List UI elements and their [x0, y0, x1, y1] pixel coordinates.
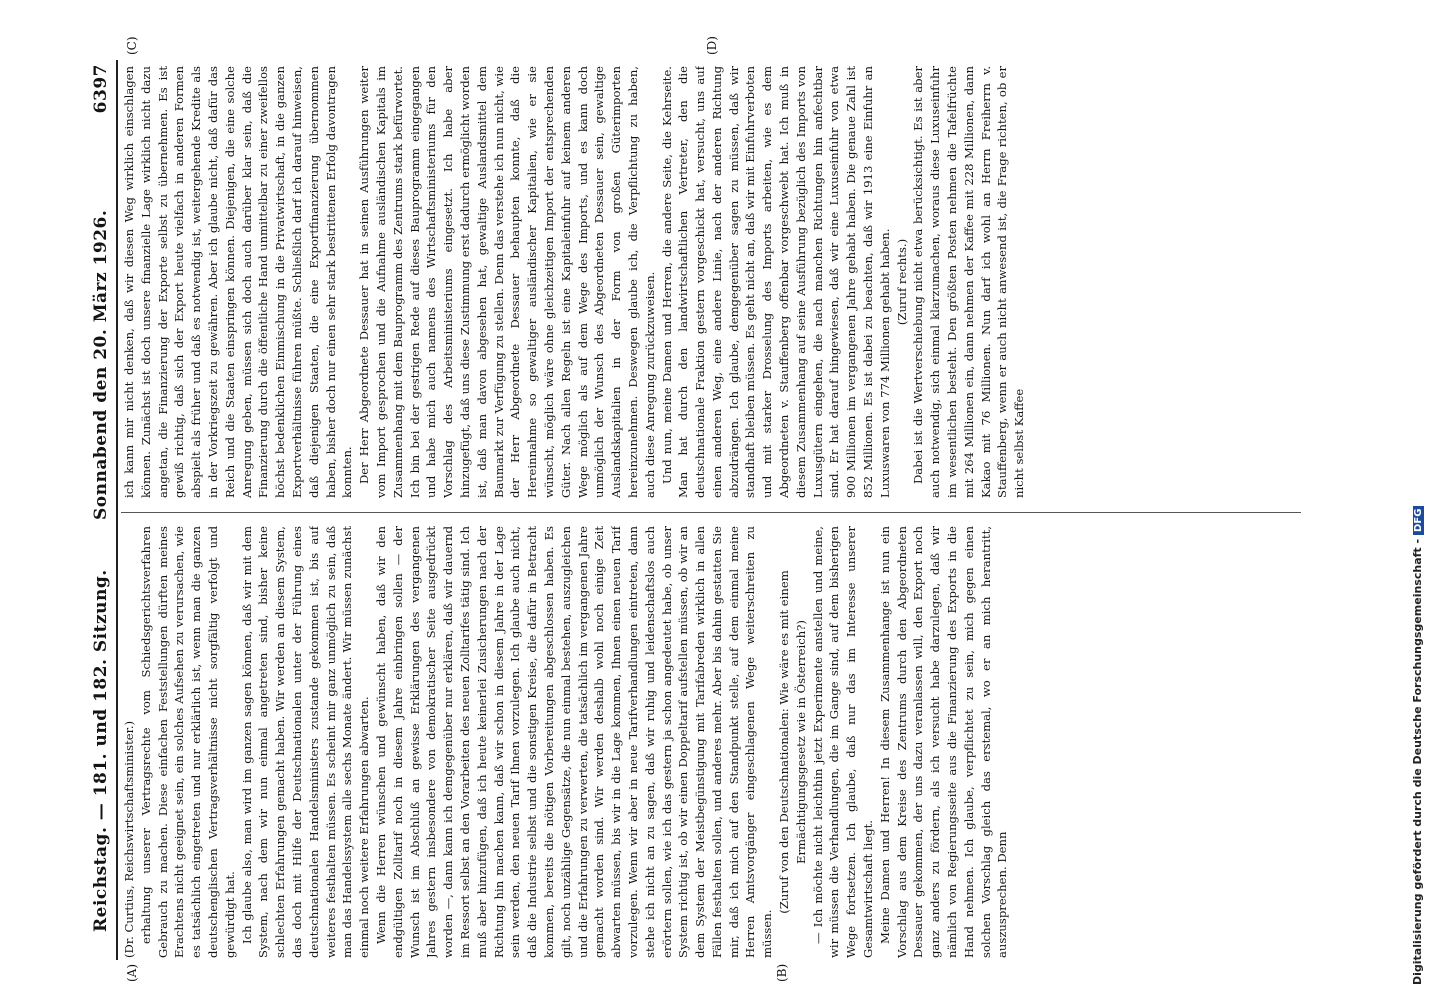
header-date: Sonnabend den 20. März 1926.	[91, 209, 111, 520]
margin-mark-c: (C)	[125, 36, 139, 55]
margin-mark-d: (D)	[705, 36, 719, 55]
paragraph: Ich glaube also, man wird im ganzen sagen können, daß wir mit dem System, nach dem wir nun einmal angetreten sind, bisher keine schlechten Erfahrungen gemacht haben. Wir werden an diesem System, das doch mit Hilfe der Deutschnationalen unter der Führung eines deutschnationalen Handelsministers zustande gekommen ist, bis auf weiteres festhalten müssen. Es scheint mir ganz unmöglich zu sein, daß man das Handelssystem alle sechs Monate ändert. Wir müssen zunächst einmal noch weitere Erfahrungen abwarten.	[239, 526, 372, 958]
paragraph: Dabei ist die Wertverschiebung nicht etwa berücksichtigt. Es ist aber auch notwendig, sich einmal klarzumachen, woraus diese Luxuseinfuhr im wesentlichen besteht. Den größten Posten nehmen die Tafelfrüchte mit 264 Millionen ein, dann nehmen der Kaffee mit 228 Millionen, dann Kakao mit 76 Millionen. Nun darf ich wohl an Herrn Freiherrn v. Stauffenberg, wenn er auch nicht anwesend ist, die Frage richten, ob er nicht selbst Kaffee	[911, 66, 1027, 498]
right-column	[121, 66, 1311, 498]
margin-mark-b: (B)	[775, 963, 789, 982]
paragraph: Meine Damen und Herren! In diesem Zusammenhange ist nun ein Vorschlag aus dem Kreise des Zentrums durch den Abgeordneten Dessauer gekommen, der uns dazu veranlassen will, den Export noch ganz anders zu fördern, als ich versucht habe darzulegen, daß wir nämlich von Regierungsseite aus die Finanzierung des Exports in die Hand nehmen. Ich glaube, verpflichtet zu sein, mich gegen einen solchen Vorschlag gleich das erstemal, wo er an mich herantritt, auszusprechen. Denn	[877, 526, 1010, 958]
paragraph: Wenn die Herren wünschen und gewünscht haben, daß wir den endgültigen Zolltarif noch in diesem Jahre einbringen sollen — der Wunsch ist im Abschluß an gewisse Erklärungen des vergangenen Jahres gestern insbesondere von demokratischer Seite ausgedrückt worden —, dann kann ich demgegenüber nur erklären, daß wir dauernd im Ressort selbst an den Vorarbeiten des neuen Zolltarifes tätig sind. Ich muß aber hinzufügen, daß ich heute keinerlei Zusicherungen nach der Richtung hin machen kann, daß wir schon in diesem Jahre in der Lage sein werden, den neuen Tarif Ihnen vorzulegen. Ich glaube auch nicht, daß die Industrie selbst und die sonstigen Kreise, die dafür in Betracht kommen, bereits die nötigen Vorbereitungen abgeschlossen haben. Es gilt, noch unzählige Gegensätze, die nun einmal bestehen, auszugleichen und die Erfahrungen zu verwerten, die tatsächlich im vergangenen Jahre gemacht worden sind. Wir werden deshalb wohl noch einige Zeit abwarten müssen, bis wir in die Lage kommen, Ihnen einen neuen Tarif vorzulegen. Wenn wir aber in neue Tarifverhandlungen eintreten, dann stehe ich nicht an zu sagen, daß wir ruhig und leidenschaftslos auch erörtern sollen, wie ich das gestern ja schon angedeutet habe, ob unser System richtig ist, ob wir einen Doppeltarif aufstellen müssen, ob wir an dem System der Meistbegünstigung mit Tarifabreden wirklich in allen Fällen festhalten sollen, und anderes mehr. Aber bis dahin gestatten Sie mir, daß ich mich auf den Standpunkt stelle, auf dem einmal meine Herren Amtsvorgänger eingeschlagenen Wege weiterschreiten zu müssen.	[373, 526, 775, 958]
credit-text: Digitalisierung gefördert durch die Deutsche Forschungsgemeinschaft -	[1411, 538, 1424, 985]
digitization-credit	[1411, 5, 1429, 985]
header-session: Reichstag. — 181. und 182. Sitzung.	[91, 569, 111, 932]
interjection: (Zuruf von den Deutschnationalen: Wie wäre es mit einem Ermächtigungsgesetz wie in Österreich?)	[777, 570, 808, 914]
left-column	[121, 526, 1311, 958]
speaker-line: (Dr. Curtius, Reichswirtschaftsminister.)	[122, 720, 136, 958]
column-separator	[121, 512, 1301, 513]
running-header	[85, 60, 119, 960]
paragraph: erhaltung unserer Vertragsrechte vom Schiedsgerichtsverfahren Gebrauch zu machen. Diese einfachen Feststellungen dürften meines Erachtens nicht geeignet sein, ein solches Aufsehen zu verursachen, wie es tatsächlich eingetreten und nur erklärlich ist, wenn man die ganzen deutschenglischen Vertragsverhältnisse nicht sorgfältig verfolgt und gewürdigt hat.	[138, 526, 237, 958]
margin-mark-a: (A)	[125, 963, 139, 982]
dfg-logo: DFG	[1413, 506, 1424, 535]
paragraph: — Ich möchte nicht leichthin jetzt Experimente anstellen und meine, wir müssen die Verhandlungen, die im Gange sind, auf dem bisherigen Wege fortsetzen. Ich glaube, daß nur das im Interesse unserer Gesamtwirtschaft liegt.	[810, 526, 876, 958]
rotated-page-content	[85, 36, 1315, 982]
page-number: 6397	[91, 64, 111, 114]
paragraph: ich kann mir nicht denken, daß wir diesen Weg wirklich einschlagen können. Zunächst ist doch unsere finanzielle Lage wirklich nicht dazu angetan, die Finanzierung der Exporte selbst zu übernehmen. Es ist gewiß richtig, daß sich der Export heute vielfach in anderen Formen abspielt als früher und daß es notwendig ist, weitergehende Kredite als in der Vorkriegszeit zu gewähren. Aber ich glaube nicht, daß dafür das Reich und die Staaten einspringen können. Diejenigen, die eine solche Anregung geben, müssen sich doch auch darüber klar sein, daß die Finanzierung durch die öffentliche Hand unmittelbar zu einer zweifellos höchst bedenklichen Einmischung in die Privatwirtschaft, in die ganzen Exportverhältnisse führen müßte. Schließlich darf ich darauf hinweisen, daß diejenigen Staaten, die eine Exportfinanzierung übernommen haben, bisher doch nur einen sehr stark bestrittenen Erfolg davontragen konnten.	[122, 66, 355, 498]
interjection: (Zuruf rechts.)	[894, 238, 909, 326]
paragraph: Und nun, meine Damen und Herren, die andere Seite, die Kehrseite. Man hat durch den landwirtschaftlichen Vertreter, den die deutschnationale Fraktion gestern vorgeschickt hat, versucht, uns auf einen anderen Weg, eine andere Linie, nach der anderen Richtung abzudrängen. Ich glaube, demgegenüber sagen zu müssen, daß wir standhaft bleiben müssen. Es geht nicht an, daß wir mit Einfuhrverboten und mit starker Drosselung des Imports arbeiten, wie es dem Abgeordneten v. Stauffenberg offenbar vorgeschwebt hat. Ich muß in diesem Zusammenhang auf seine Ausführung bezüglich des Imports von Luxusgütern eingehen, die nach manchen Richtungen hin anfechtbar sind. Er hat darauf hingewiesen, daß wir eine Luxuseinfuhr von etwa 900 Millionen im vergangenen Jahre gehabt haben. Die genaue Zahl ist 852 Millionen. Es ist dabei zu beachten, daß wir 1913 eine Einfuhr an Luxuswaren von 774 Millionen gehabt haben.	[659, 66, 892, 498]
header-rule	[116, 60, 118, 960]
paragraph: Der Herr Abgeordnete Dessauer hat in seinen Ausführungen weiter vom Import gesprochen und die Aufnahme ausländischen Kapitals im Zusammenhang mit dem Bauprogramm des Zentrums stark befürwortet. Ich bin bei der gestrigen Rede auf dieses Bauprogramm eingegangen und habe mich auch namens des Wirtschaftsministeriums für den Vorschlag des Arbeitsministeriums eingesetzt. Ich habe aber hinzugefügt, daß uns diese Zustimmung erst dadurch ermöglicht worden ist, daß man davon abgesehen hat, gewaltige Auslandsmittel dem Baumarkt zur Verfügung zu stellen. Denn das verstehe ich nun nicht, wie der Herr Abgeordnete Dessauer behaupten konnte, daß die Hereinnahme so gewaltiger ausländischer Kapitalien, wie er sie wünscht, möglich wäre ohne gleichzeitigen Import der entsprechenden Güter. Nach allen Regeln ist eine Kapitaleinfuhr auf keinem anderen Wege möglich als auf dem Wege des Imports, und es kann doch unmöglich der Wunsch des Abgeordneten Dessauer sein, gewaltige Auslandskapitalien in der Form von großen Güterimporten hereinzunehmen. Deswegen glaube ich, die Verpflichtung zu haben, auch diese Anregung zurückzuweisen.	[357, 66, 657, 498]
